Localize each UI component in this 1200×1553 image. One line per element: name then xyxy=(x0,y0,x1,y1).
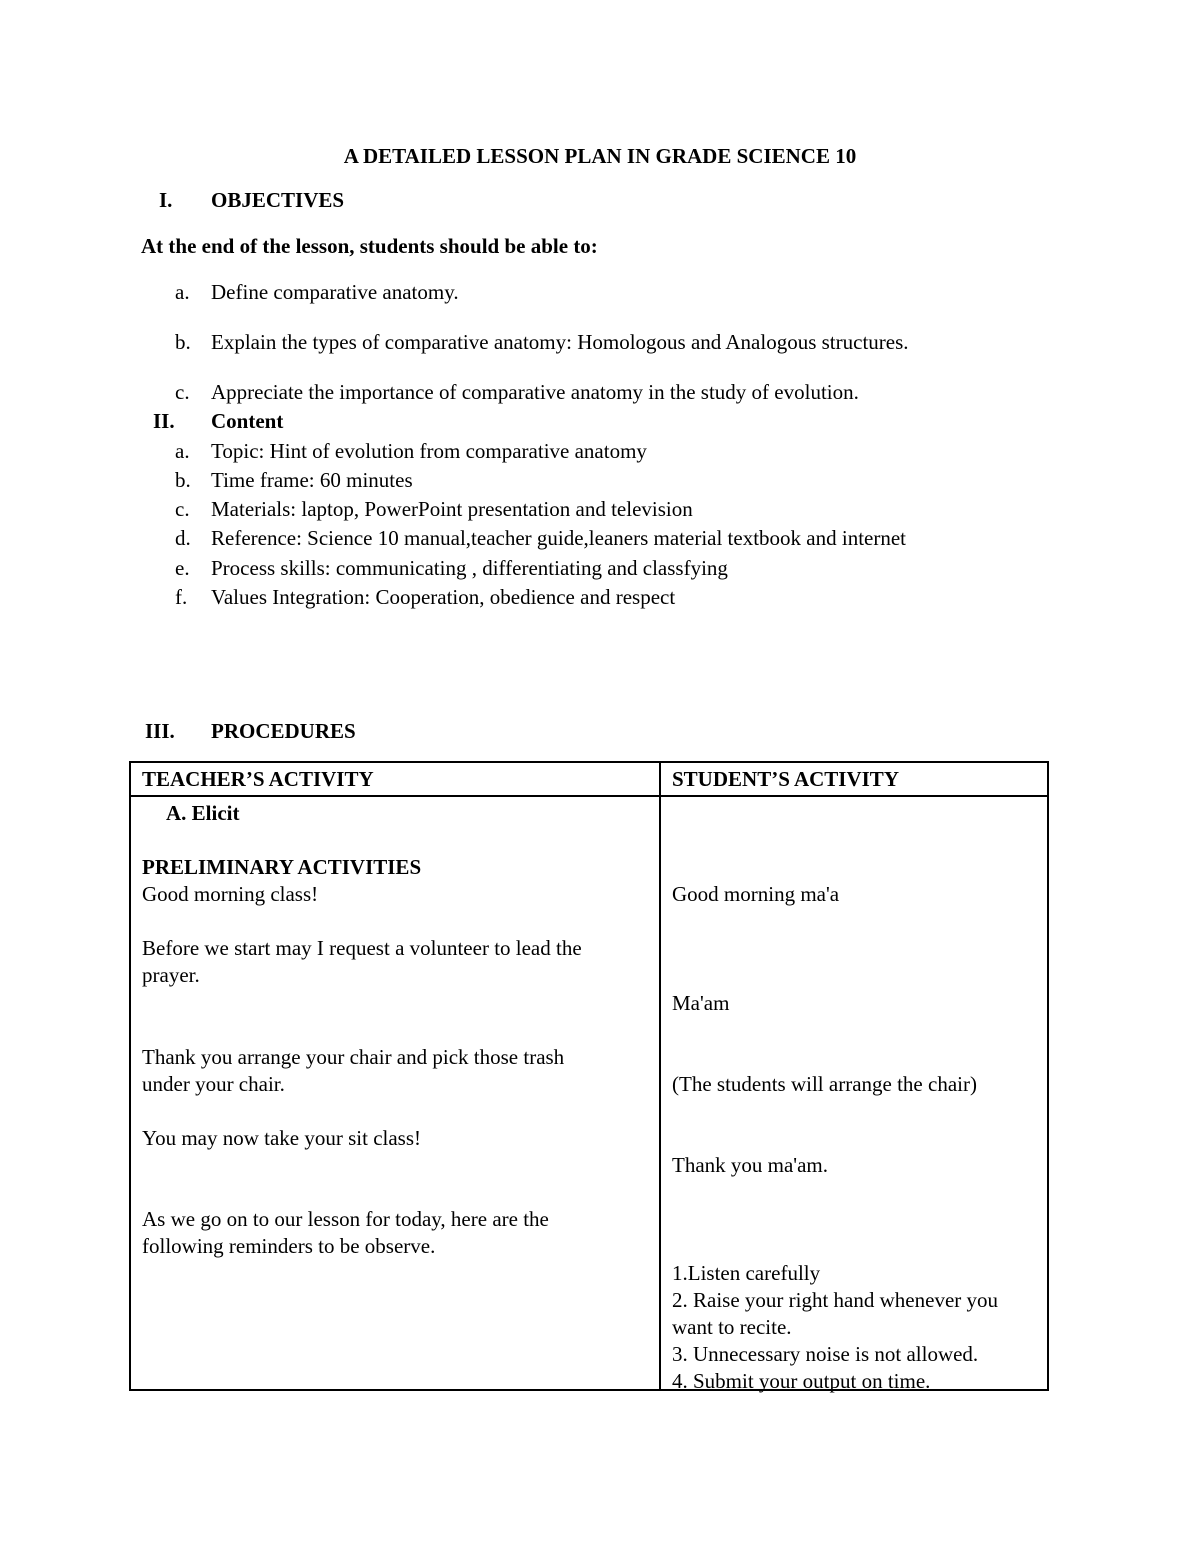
student-line: 1.Listen carefully xyxy=(672,1261,821,1285)
list-marker: d. xyxy=(175,526,191,550)
student-line: (The students will arrange the chair) xyxy=(672,1072,977,1096)
list-marker: f. xyxy=(175,585,188,609)
table-header-row xyxy=(130,762,1048,796)
objectives-intro: At the end of the lesson, students should be able to: xyxy=(141,234,598,258)
student-line: want to recite. xyxy=(672,1315,792,1339)
teacher-line: Thank you arrange your chair and pick those trash xyxy=(142,1045,565,1069)
section-heading-content: Content xyxy=(211,409,284,433)
objective-item: Define comparative anatomy. xyxy=(211,280,459,304)
student-line: 3. Unnecessary noise is not allowed. xyxy=(672,1342,979,1366)
teacher-line: Before we start may I request a volunteer to lead the xyxy=(142,936,582,960)
list-marker: b. xyxy=(175,468,191,492)
teacher-line: You may now take your sit class! xyxy=(142,1126,422,1150)
list-marker: c. xyxy=(175,380,190,404)
list-marker: a. xyxy=(175,439,190,463)
content-item: Time frame: 60 minutes xyxy=(211,468,413,492)
objective-item: Explain the types of comparative anatomy: Homologous and Analogous structures. xyxy=(211,330,909,354)
teacher-line: under your chair. xyxy=(142,1072,285,1096)
list-marker: c. xyxy=(175,497,190,521)
content-item: Process skills: communicating , differentiating and classfying xyxy=(211,556,728,580)
teacher-line: As we go on to our lesson for today, here are the xyxy=(142,1207,549,1231)
content-item: Materials: laptop, PowerPoint presentation and television xyxy=(211,497,693,521)
subsection-elicit: A. Elicit xyxy=(166,801,240,825)
student-activity-header: STUDENT’S ACTIVITY xyxy=(660,762,1048,796)
section-numeral: I. xyxy=(159,188,173,212)
student-line: Thank you ma'am. xyxy=(672,1153,828,1177)
section-numeral: II. xyxy=(153,409,175,433)
student-line: Good morning ma'a xyxy=(672,882,840,906)
list-marker: e. xyxy=(175,556,190,580)
list-marker: a. xyxy=(175,280,190,304)
teacher-line: Good morning class! xyxy=(142,882,319,906)
teacher-activity-header: TEACHER’S ACTIVITY xyxy=(130,762,660,796)
teacher-activity-cell xyxy=(130,796,660,1390)
content-item: Topic: Hint of evolution from comparative anatomy xyxy=(211,439,647,463)
student-line: 2. Raise your right hand whenever you xyxy=(672,1288,999,1312)
procedures-table xyxy=(129,761,1049,1391)
table-row xyxy=(130,796,1048,1390)
content-item: Reference: Science 10 manual,teacher guide,leaners material textbook and internet xyxy=(211,526,907,550)
student-line: Ma'am xyxy=(672,991,730,1015)
objective-item: Appreciate the importance of comparative anatomy in the study of evolution. xyxy=(211,380,859,404)
teacher-line: prayer. xyxy=(142,963,200,987)
section-numeral: III. xyxy=(145,719,175,743)
document-title: A DETAILED LESSON PLAN IN GRADE SCIENCE 10 xyxy=(343,144,857,168)
content-item: Values Integration: Cooperation, obedience and respect xyxy=(211,585,676,609)
section-heading-procedures: PROCEDURES xyxy=(211,719,356,743)
student-line: 4. Submit your output on time. xyxy=(672,1369,931,1393)
list-marker: b. xyxy=(175,330,191,354)
section-heading-objectives: OBJECTIVES xyxy=(211,188,345,212)
preliminary-activities-heading: PRELIMINARY ACTIVITIES xyxy=(142,855,422,879)
student-activity-cell xyxy=(660,796,1048,1393)
teacher-line: following reminders to be observe. xyxy=(142,1234,436,1258)
